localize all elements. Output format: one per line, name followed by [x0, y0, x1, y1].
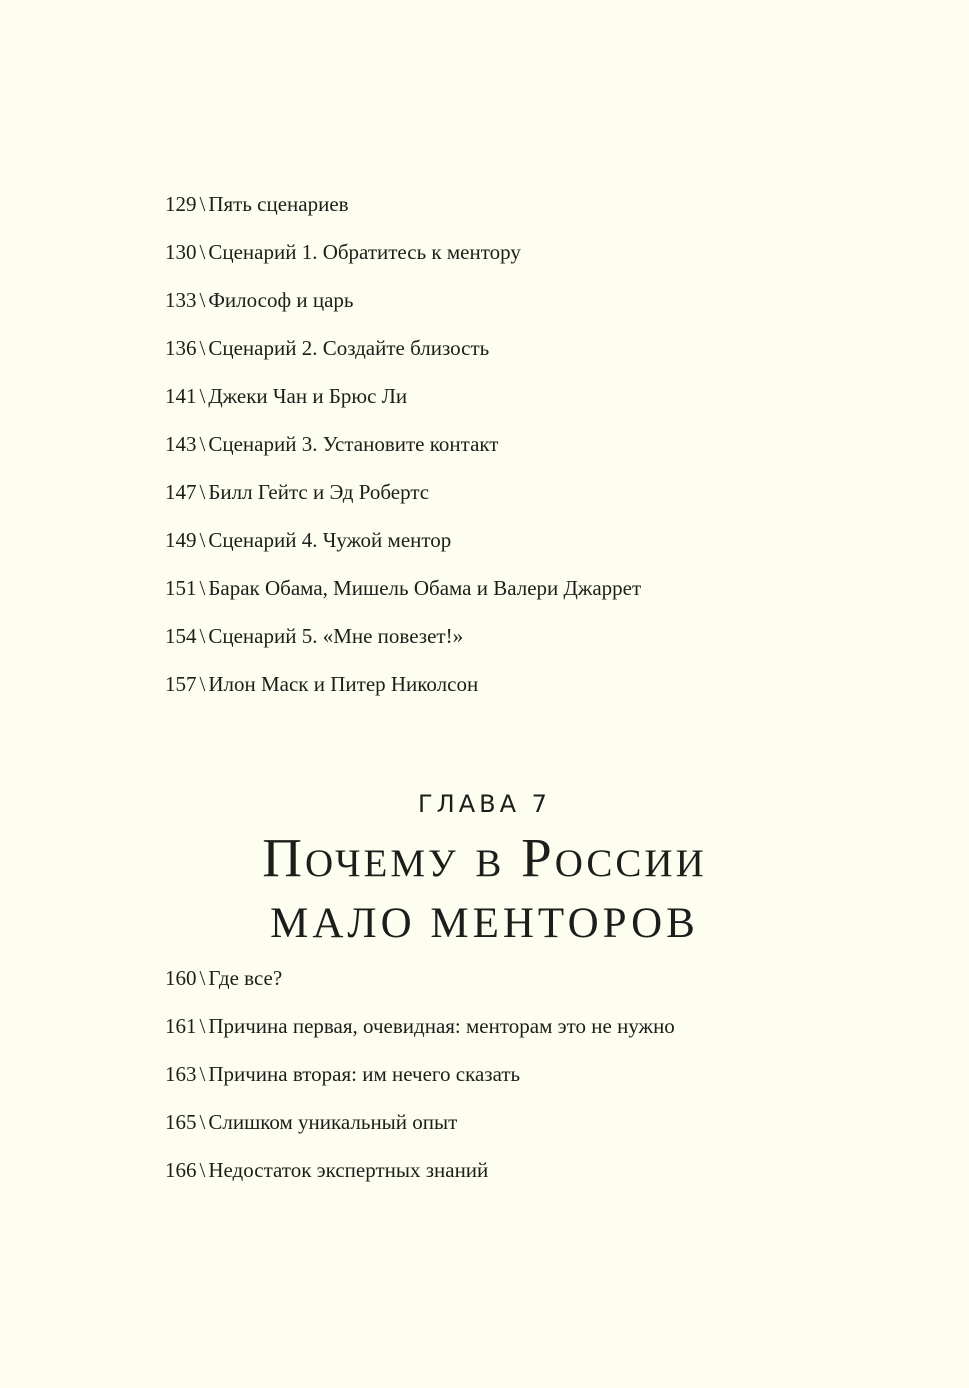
toc-page-number: 160 [165, 966, 197, 990]
chapter-title-line-2: МАЛО МЕНТОРОВ [270, 900, 699, 947]
toc-separator: \ [199, 528, 206, 552]
toc-separator: \ [199, 1062, 206, 1086]
toc-separator: \ [199, 336, 206, 360]
chapter-label: ГЛАВА 7 [418, 790, 551, 818]
toc-entry-title: Илон Маск и Питер Николсон [208, 672, 479, 696]
toc-separator: \ [199, 432, 206, 456]
toc-entry[interactable] [165, 961, 675, 1009]
toc-entry[interactable] [165, 667, 641, 715]
toc-separator: \ [199, 966, 206, 990]
toc-entry[interactable] [165, 283, 641, 331]
toc-entry-title: Сценарий 1. Обратитесь к ментору [208, 240, 521, 264]
toc-entry-title: Недостаток экспертных знаний [208, 1158, 489, 1182]
toc-entry[interactable] [165, 427, 641, 475]
toc-page-number: 151 [165, 576, 197, 600]
toc-page-number: 136 [165, 336, 197, 360]
toc-separator: \ [199, 576, 206, 600]
toc-entry[interactable] [165, 523, 641, 571]
toc-page-number: 129 [165, 192, 197, 216]
toc-separator: \ [199, 192, 206, 216]
toc-entry[interactable] [165, 475, 641, 523]
toc-separator: \ [199, 480, 206, 504]
chapter-title-line-1: Почему в России [262, 827, 707, 888]
toc-entry-title: Джеки Чан и Брюс Ли [208, 384, 408, 408]
toc-entry[interactable] [165, 1153, 675, 1201]
toc-list-before [165, 187, 641, 715]
toc-entry-title: Барак Обама, Мишель Обама и Валери Джаррет [208, 576, 642, 600]
toc-separator: \ [199, 288, 206, 312]
toc-page-number: 143 [165, 432, 197, 456]
toc-page-number: 166 [165, 1158, 197, 1182]
toc-entry[interactable] [165, 1009, 675, 1057]
toc-entry[interactable] [165, 1105, 675, 1153]
toc-entry-title: Сценарий 5. «Мне повезет!» [208, 624, 464, 648]
toc-entry[interactable] [165, 1057, 675, 1105]
toc-separator: \ [199, 1014, 206, 1038]
toc-separator: \ [199, 672, 206, 696]
toc-separator: \ [199, 1158, 206, 1182]
toc-separator: \ [199, 384, 206, 408]
toc-page-number: 157 [165, 672, 197, 696]
toc-entry-title: Причина вторая: им нечего сказать [208, 1062, 521, 1086]
toc-entry-title: Пять сценариев [208, 192, 349, 216]
toc-page-number: 161 [165, 1014, 197, 1038]
toc-page-number: 147 [165, 480, 197, 504]
toc-entry-title: Философ и царь [208, 288, 354, 312]
toc-separator: \ [199, 624, 206, 648]
toc-page-number: 130 [165, 240, 197, 264]
toc-entry-title: Билл Гейтс и Эд Робертс [208, 480, 430, 504]
toc-entry[interactable] [165, 235, 641, 283]
toc-page-number: 165 [165, 1110, 197, 1134]
toc-page-number: 133 [165, 288, 197, 312]
toc-entry[interactable] [165, 379, 641, 427]
toc-separator: \ [199, 1110, 206, 1134]
toc-entry-title: Причина первая, очевидная: менторам это не нужно [208, 1014, 675, 1038]
toc-separator: \ [199, 240, 206, 264]
toc-entry-title: Сценарий 2. Создайте близость [208, 336, 490, 360]
toc-entry[interactable] [165, 619, 641, 667]
toc-entry[interactable] [165, 571, 641, 619]
toc-entry[interactable] [165, 331, 641, 379]
toc-entry-title: Слишком уникальный опыт [208, 1110, 458, 1134]
toc-page-number: 163 [165, 1062, 197, 1086]
toc-page-number: 154 [165, 624, 197, 648]
toc-list-after [165, 961, 675, 1201]
toc-page-number: 149 [165, 528, 197, 552]
toc-entry-title: Сценарий 3. Установите контакт [208, 432, 499, 456]
toc-entry[interactable] [165, 187, 641, 235]
toc-entry-title: Сценарий 4. Чужой ментор [208, 528, 452, 552]
toc-entry-title: Где все? [208, 966, 283, 990]
toc-page-number: 141 [165, 384, 197, 408]
